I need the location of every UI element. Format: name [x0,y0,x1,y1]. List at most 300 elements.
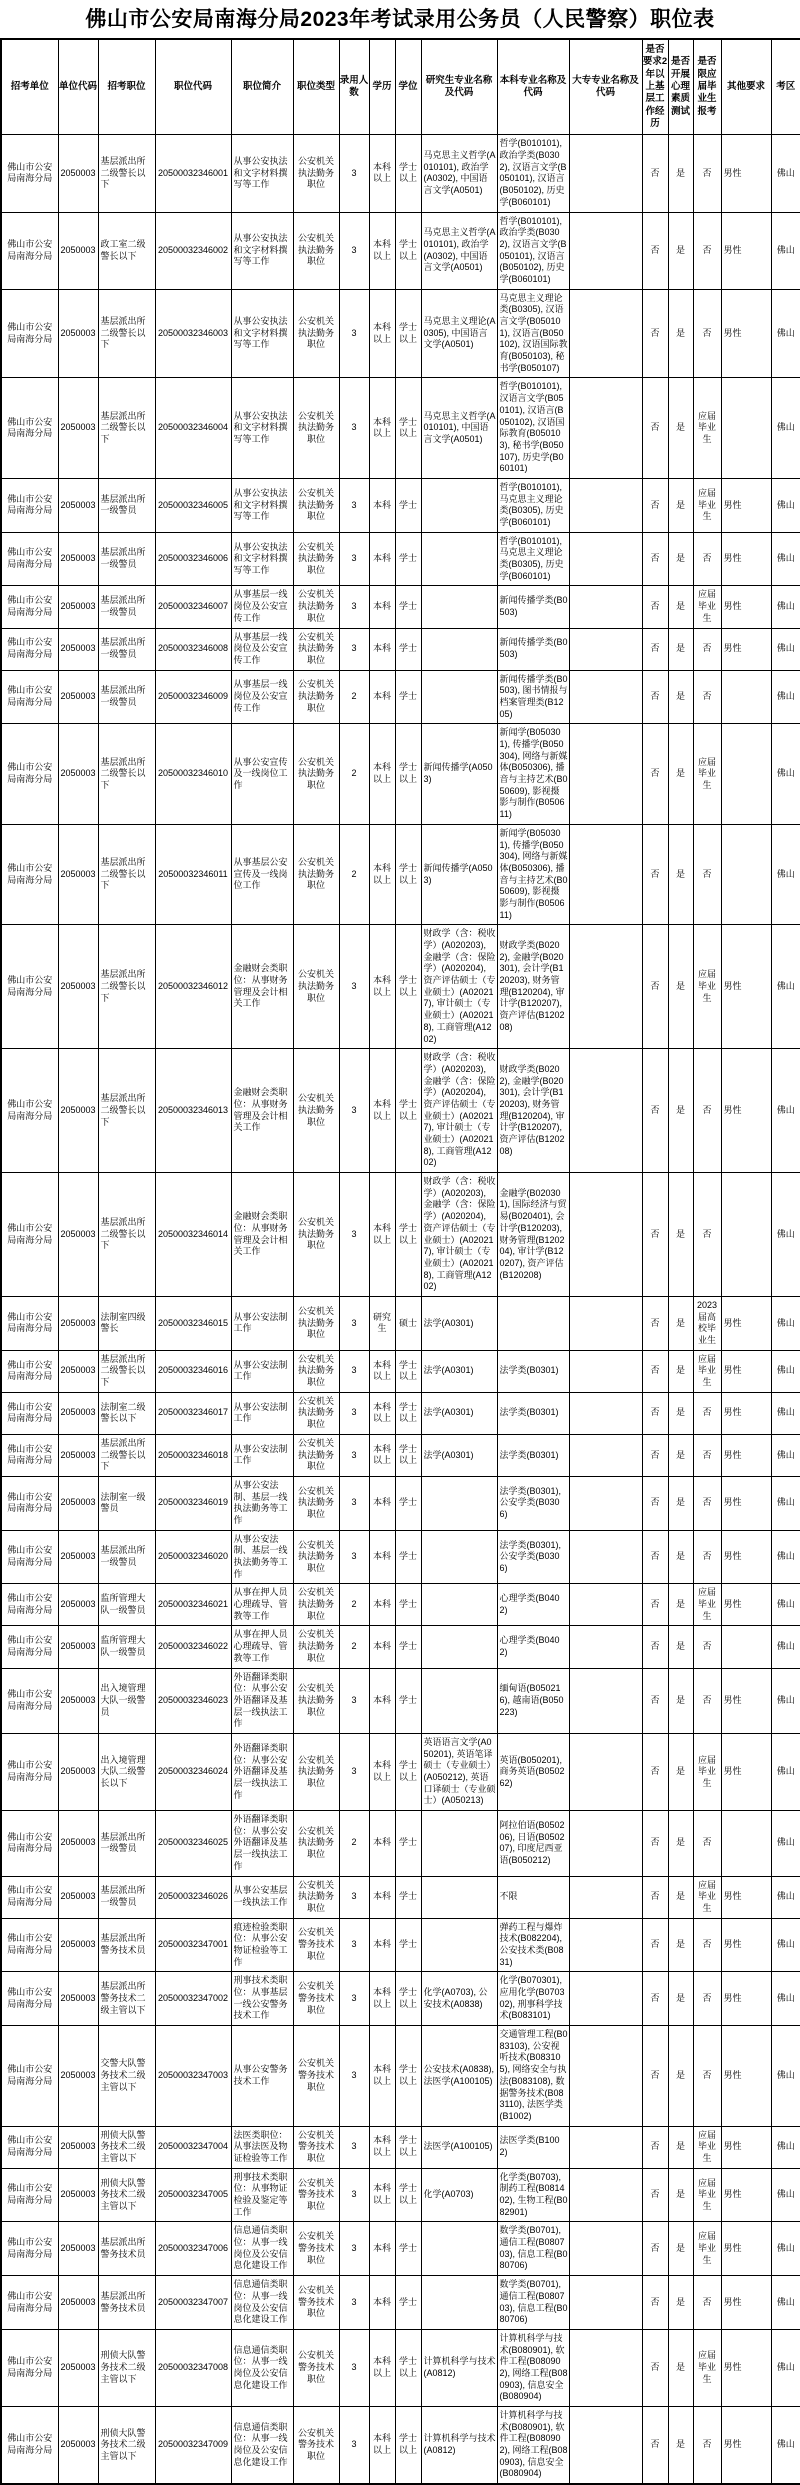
table-cell: 男性 [721,2222,771,2276]
table-cell: 是 [668,1476,693,1530]
table-cell: 是 [668,2126,693,2168]
table-cell: 法学(A0301) [421,1392,497,1434]
table-cell: 金融财会类职位：从事财务管理及会计相关工作 [231,1049,293,1173]
header-cell: 是否开展心理素质测试 [668,39,693,135]
table-cell: 20500032346022 [155,1626,231,1668]
table-cell: 刑侦大队警务技术二级主管以下 [98,2126,155,2168]
table-cell: 新闻传播学类(B0503) [497,586,569,628]
table-cell: 阿拉伯语(B050206), 日语(B050207), 印度尼西亚语(B050212) [497,1811,569,1876]
table-row [1,1733,800,1810]
table-cell: 20500032346020 [155,1530,231,1584]
table-cell: 20500032346003 [155,289,231,378]
table-cell: 公安机关执法勤务职位 [293,1476,339,1530]
table-cell [569,670,642,724]
table-cell: 是 [668,2407,693,2485]
table-cell: 3 [339,925,369,1049]
table-cell: 公安机关执法勤务职位 [293,1350,339,1392]
table-cell: 佛山市公安局南海分局 [1,628,58,670]
table-cell: 20500032346018 [155,1434,231,1476]
table-cell: 本科 [369,628,395,670]
table-cell: 否 [642,1350,668,1392]
table-cell: 新闻传播学(A0503) [421,724,497,825]
table-cell: 佛山市公安局南海分局 [1,1876,58,1918]
table-cell: 从事基层一线岗位及公安宣传工作 [231,586,293,628]
table-cell: 20500032347008 [155,2329,231,2406]
table-cell: 佛山市公安局南海分局 [1,1173,58,1297]
table-cell: 佛山 [771,1476,800,1530]
table-cell: 佛山市公安局南海分局 [1,2222,58,2276]
table-cell: 基层派出所警务技术员 [98,2222,155,2276]
table-cell: 3 [339,628,369,670]
table-cell: 学士以上 [395,1972,421,2026]
table-cell: 3 [339,1476,369,1530]
table-cell: 佛山 [771,1626,800,1668]
table-row [1,586,800,628]
table-cell: 佛山 [771,628,800,670]
table-cell: 2050003 [58,212,98,289]
table-cell: 男性 [721,2168,771,2222]
table-cell: 男性 [721,1733,771,1810]
table-cell [569,135,642,212]
table-cell [421,1530,497,1584]
table-cell: 佛山市公安局南海分局 [1,2276,58,2330]
table-cell: 2050003 [58,1296,98,1350]
table-cell: 佛山 [771,2026,800,2127]
table-cell: 否 [642,1530,668,1584]
table-cell: 基层派出所二级警长以下 [98,289,155,378]
table-row [1,135,800,212]
table-cell: 佛山 [771,1918,800,1972]
table-cell: 刑事技术类职位：从事物证检验及鉴定等工作 [231,2168,293,2222]
table-cell: 基层派出所二级警长以下 [98,1049,155,1173]
table-cell: 佛山 [771,1972,800,2026]
table-cell: 本科 [369,2222,395,2276]
table-cell: 新闻传播学类(B0503) [497,628,569,670]
table-cell: 从事在押人员心理疏导、管教等工作 [231,1584,293,1626]
table-cell: 本科以上 [369,1350,395,1392]
table-cell: 2050003 [58,724,98,825]
table-cell: 佛山 [771,1434,800,1476]
table-cell: 否 [642,1733,668,1810]
table-cell: 马克思主义理论(A0305), 中国语言文学(A0501) [421,289,497,378]
table-cell: 是 [668,1350,693,1392]
table-cell: 佛山 [771,1530,800,1584]
table-cell: 是 [668,925,693,1049]
table-cell: 否 [693,2026,721,2127]
table-cell: 否 [642,2126,668,2168]
table-cell: 男性 [721,1584,771,1626]
table-cell: 是 [668,1972,693,2026]
table-cell: 法医学类(B1002) [497,2126,569,2168]
table-cell: 英语(B050201), 商务英语(B050262) [497,1733,569,1810]
table-row [1,1392,800,1434]
table-cell [569,2407,642,2485]
table-cell: 否 [693,289,721,378]
header-cell: 职位类型 [293,39,339,135]
table-cell: 2050003 [58,1972,98,2026]
table-cell: 佛山 [771,2276,800,2330]
table-row [1,628,800,670]
table-cell [569,2329,642,2406]
table-cell: 2050003 [58,135,98,212]
table-cell: 基层派出所一级警员 [98,586,155,628]
table-cell: 否 [693,670,721,724]
table-cell: 3 [339,1173,369,1297]
table-cell: 从事公安执法和文字材料撰写等工作 [231,135,293,212]
table-cell: 佛山市公安局南海分局 [1,212,58,289]
table-cell: 20500032346004 [155,378,231,479]
table-cell: 是 [668,2276,693,2330]
table-cell: 佛山市公安局南海分局 [1,2126,58,2168]
table-cell: 是 [668,478,693,532]
table-cell: 公安机关执法勤务职位 [293,378,339,479]
table-cell: 否 [693,135,721,212]
table-cell: 计算机科学与技术(B080901), 软件工程(B080902), 网络工程(B080903), 信息安全(B080904) [497,2329,569,2406]
table-cell: 否 [642,1918,668,1972]
table-cell: 公安机关警务技术职位 [293,2168,339,2222]
table-cell: 化学类(B0703), 制药工程(B081402), 生物工程(B082901) [497,2168,569,2222]
table-cell: 2050003 [58,532,98,586]
table-cell: 3 [339,478,369,532]
table-cell: 否 [642,1296,668,1350]
table-cell: 公安机关警务技术职位 [293,2329,339,2406]
table-cell: 男性 [721,2126,771,2168]
table-cell: 公安机关警务技术职位 [293,2126,339,2168]
table-cell: 是 [668,2168,693,2222]
table-cell: 法学(A0301) [421,1296,497,1350]
table-cell: 马克思主义理论类(B0305), 汉语言文学(B050101), 汉语言(B050102), 汉语国际教育(B050103), 秘书学(B050107) [497,289,569,378]
table-cell: 否 [642,378,668,479]
table-cell: 信息通信类职位：从事一线岗位及公安信息化建设工作 [231,2407,293,2485]
table-cell: 否 [642,824,668,925]
table-cell: 学士以上 [395,2329,421,2406]
table-cell: 是 [668,586,693,628]
table-cell [421,532,497,586]
table-cell: 是 [668,724,693,825]
table-row [1,824,800,925]
table-cell: 佛山 [771,2222,800,2276]
table-cell [569,212,642,289]
table-cell: 是 [668,824,693,925]
table-cell: 硕士 [395,1296,421,1350]
table-cell: 本科 [369,670,395,724]
table-cell: 基层派出所二级警长以下 [98,378,155,479]
table-cell: 从事公安法制、基层一线执法勤务等工作 [231,1530,293,1584]
table-cell [421,586,497,628]
table-cell: 应届毕业生 [693,2126,721,2168]
table-row [1,670,800,724]
table-cell: 从事公安法制工作 [231,1392,293,1434]
table-cell: 否 [693,1626,721,1668]
table-cell: 佛山 [771,925,800,1049]
table-cell: 2050003 [58,1476,98,1530]
table-cell: 哲学(B010101), 政治学类(B0302), 汉语言文学(B050101), 汉语言(B050102), 历史学(B060101) [497,135,569,212]
table-cell: 公安机关执法勤务职位 [293,586,339,628]
table-cell: 学士 [395,1626,421,1668]
table-row [1,925,800,1049]
table-cell: 2050003 [58,2126,98,2168]
table-cell: 从事在押人员心理疏导、管教等工作 [231,1626,293,1668]
table-cell: 佛山 [771,824,800,925]
table-cell: 本科以上 [369,2126,395,2168]
table-cell: 学士 [395,1811,421,1876]
table-cell: 3 [339,2126,369,2168]
table-cell: 是 [668,1530,693,1584]
table-cell: 2050003 [58,478,98,532]
table-cell: 从事公安执法和文字材料撰写等工作 [231,289,293,378]
table-cell: 法学类(B0301), 公安学类(B0306) [497,1476,569,1530]
table-cell: 应届毕业生 [693,478,721,532]
table-cell: 从事公安基层一线执法工作 [231,1876,293,1918]
table-row [1,1876,800,1918]
table-cell: 3 [339,532,369,586]
table-cell: 男性 [721,2329,771,2406]
table-cell: 3 [339,289,369,378]
table-cell [569,1876,642,1918]
table-cell [569,2026,642,2127]
table-cell: 男性 [721,532,771,586]
table-cell: 否 [642,1173,668,1297]
table-cell: 佛山市公安局南海分局 [1,2168,58,2222]
table-cell: 否 [693,824,721,925]
table-cell: 是 [668,289,693,378]
table-cell: 20500032346026 [155,1876,231,1918]
table-cell: 3 [339,1350,369,1392]
table-cell: 从事公安执法和文字材料撰写等工作 [231,478,293,532]
table-cell: 基层派出所二级警长以下 [98,1173,155,1297]
table-cell: 外语翻译类职位：从事公安外语翻译及基层一线执法工作 [231,1668,293,1733]
table-cell: 新闻学(B050301), 传播学(B050304), 网络与新媒体(B050306), 播音与主持艺术(B050609), 影视摄影与制作(B050611) [497,724,569,825]
table-cell: 是 [668,1626,693,1668]
header-cell: 职位代码 [155,39,231,135]
table-cell: 男性 [721,1392,771,1434]
table-cell: 佛山市公安局南海分局 [1,586,58,628]
table-cell: 公安机关执法勤务职位 [293,1173,339,1297]
table-cell: 公安机关执法勤务职位 [293,724,339,825]
table-cell: 男性 [721,2026,771,2127]
table-cell: 学士以上 [395,378,421,479]
table-cell: 20500032346001 [155,135,231,212]
table-row [1,2168,800,2222]
table-cell: 否 [693,1392,721,1434]
table-cell: 否 [642,2168,668,2222]
table-cell [569,1972,642,2026]
table-cell: 基层派出所一级警员 [98,670,155,724]
header-cell: 录用人数 [339,39,369,135]
table-cell: 学士以上 [395,135,421,212]
table-cell: 3 [339,1876,369,1918]
table-cell: 2050003 [58,1049,98,1173]
table-cell [569,628,642,670]
table-cell: 本科以上 [369,1733,395,1810]
table-cell: 弹药工程与爆炸技术(B082204), 公安技术类(B0831) [497,1918,569,1972]
table-cell: 本科 [369,478,395,532]
table-cell: 本科以上 [369,378,395,479]
table-cell: 学士以上 [395,1350,421,1392]
table-cell: 20500032347006 [155,2222,231,2276]
table-cell: 公安机关执法勤务职位 [293,1296,339,1350]
table-cell: 20500032346008 [155,628,231,670]
table-cell: 佛山市公安局南海分局 [1,670,58,724]
table-cell: 本科以上 [369,1173,395,1297]
table-cell: 应届毕业生 [693,378,721,479]
table-cell: 公安机关警务技术职位 [293,2276,339,2330]
table-cell: 3 [339,1668,369,1733]
table-cell: 哲学(B010101), 汉语言文学(B050101), 汉语言(B050102), 汉语国际教育(B050103), 秘书学(B050107), 历史学(B060101) [497,378,569,479]
table-cell: 学士以上 [395,1392,421,1434]
table-cell: 财政学（含：税收学）(A020203), 金融学（含：保险学）(A020204), 资产评估硕士（专业硕士）(A020217), 审计硕士（专业硕士）(A020218), 工商管理(A1202) [421,925,497,1049]
table-cell: 佛山市公安局南海分局 [1,2026,58,2127]
table-cell: 学士 [395,1918,421,1972]
table-cell [497,1296,569,1350]
table-cell: 基层派出所一级警员 [98,532,155,586]
table-cell: 学士以上 [395,289,421,378]
job-position-table [0,38,800,2485]
table-cell: 基层派出所一级警员 [98,1530,155,1584]
table-cell: 男性 [721,289,771,378]
table-cell: 马克思主义哲学(A010101), 中国语言文学(A0501) [421,378,497,479]
table-cell: 公安机关警务技术职位 [293,2026,339,2127]
table-cell: 心理学类(B0402) [497,1626,569,1668]
table-cell: 公安机关执法勤务职位 [293,135,339,212]
table-cell: 法医学(A100105) [421,2126,497,2168]
table-cell [569,1049,642,1173]
table-cell: 佛山 [771,1733,800,1810]
table-cell: 财政学类(B0202), 金融学(B020301), 会计学(B120203), 财务管理(B120204), 审计学(B120207), 资产评估(B120208) [497,1049,569,1173]
table-cell: 基层派出所一级警员 [98,628,155,670]
table-cell [569,2276,642,2330]
table-cell: 佛山 [771,2407,800,2485]
table-cell [569,1392,642,1434]
table-cell: 是 [668,212,693,289]
table-row [1,1476,800,1530]
table-cell: 男性 [721,1918,771,1972]
table-row [1,1434,800,1476]
table-cell: 本科 [369,1918,395,1972]
table-cell: 否 [642,1876,668,1918]
table-cell: 否 [642,2026,668,2127]
table-cell: 基层派出所二级警长以下 [98,135,155,212]
table-cell: 佛山市公安局南海分局 [1,1530,58,1584]
table-cell [569,586,642,628]
table-row [1,724,800,825]
table-cell: 男性 [721,1876,771,1918]
table-row [1,1173,800,1297]
table-cell: 化学(B070301), 应用化学(B070302), 刑事科学技术(B083101) [497,1972,569,2026]
table-cell [421,2222,497,2276]
table-cell: 3 [339,1296,369,1350]
table-cell: 否 [642,2222,668,2276]
table-cell: 男性 [721,1668,771,1733]
table-cell: 基层派出所一级警员 [98,1811,155,1876]
table-cell [421,1811,497,1876]
table-cell: 佛山 [771,378,800,479]
table-cell: 计算机科学与技术(A0812) [421,2407,497,2485]
table-cell: 学士 [395,1876,421,1918]
table-cell: 20500032347003 [155,2026,231,2127]
table-cell: 2050003 [58,628,98,670]
table-cell: 2050003 [58,2276,98,2330]
table-cell: 本科 [369,1876,395,1918]
table-cell: 公安机关执法勤务职位 [293,1626,339,1668]
table-cell: 佛山市公安局南海分局 [1,478,58,532]
table-cell: 是 [668,1049,693,1173]
table-cell: 否 [642,925,668,1049]
table-cell: 否 [642,212,668,289]
table-cell [569,1476,642,1530]
header-cell: 大专专业名称及代码 [569,39,642,135]
table-cell: 是 [668,135,693,212]
table-cell: 是 [668,1811,693,1876]
table-cell: 马克思主义哲学(A010101), 政治学(A0302), 中国语言文学(A0501) [421,135,497,212]
table-cell: 佛山市公安局南海分局 [1,1350,58,1392]
table-cell: 从事公安执法和文字材料撰写等工作 [231,212,293,289]
table-cell: 佛山 [771,1049,800,1173]
table-cell: 法学(A0301) [421,1434,497,1476]
table-cell: 本科 [369,1584,395,1626]
table-cell [569,824,642,925]
table-cell: 新闻学(B050301), 传播学(B050304), 网络与新媒体(B050306), 播音与主持艺术(B050609), 影视摄影与制作(B050611) [497,824,569,925]
table-cell: 2050003 [58,1668,98,1733]
table-cell: 本科 [369,1530,395,1584]
table-cell: 佛山 [771,135,800,212]
table-cell: 佛山 [771,2168,800,2222]
table-cell: 男性 [721,1049,771,1173]
table-cell: 法制室四级警长 [98,1296,155,1350]
table-cell: 否 [642,1972,668,2026]
table-cell: 是 [668,1584,693,1626]
table-cell: 哲学(B010101), 马克思主义理论类(B0305), 历史学(B060101) [497,478,569,532]
table-cell: 应届毕业生 [693,1350,721,1392]
table-row [1,2407,800,2485]
table-cell: 是 [668,628,693,670]
table-cell: 20500032346002 [155,212,231,289]
table-cell: 本科以上 [369,824,395,925]
table-cell: 2050003 [58,824,98,925]
table-cell: 学士以上 [395,1049,421,1173]
table-cell: 从事基层一线岗位及公安宣传工作 [231,628,293,670]
table-cell [569,1733,642,1810]
table-cell: 2050003 [58,1626,98,1668]
table-cell: 公安机关警务技术职位 [293,2222,339,2276]
table-cell: 3 [339,2276,369,2330]
table-cell: 否 [693,1049,721,1173]
table-cell: 金融学(B020301), 国际经济与贸易(B020401), 会计学(B120203), 财务管理(B120204), 审计学(B120207), 资产评估(B120208) [497,1173,569,1297]
table-cell [569,478,642,532]
table-cell: 2050003 [58,2407,98,2485]
table-cell: 研究生 [369,1296,395,1350]
table-cell: 男性 [721,1296,771,1350]
table-cell: 佛山市公安局南海分局 [1,1476,58,1530]
table-cell: 否 [693,1972,721,2026]
table-cell: 法医类职位：从事法医及物证检验等工作 [231,2126,293,2168]
table-cell [421,1476,497,1530]
table-cell: 公安机关执法勤务职位 [293,1584,339,1626]
table-cell: 2050003 [58,1434,98,1476]
table-cell: 应届毕业生 [693,2329,721,2406]
table-cell: 出入境管理大队二级警长以下 [98,1733,155,1810]
table-cell: 公安机关执法勤务职位 [293,824,339,925]
table-cell: 20500032347002 [155,1972,231,2026]
table-cell [721,378,771,479]
table-cell [721,1626,771,1668]
table-cell: 金融财会类职位：从事财务管理及会计相关工作 [231,1173,293,1297]
table-cell [569,724,642,825]
table-cell: 公安机关执法勤务职位 [293,1811,339,1876]
table-row [1,1972,800,2026]
table-header-row [1,39,800,135]
table-cell: 基层派出所二级警长以下 [98,925,155,1049]
